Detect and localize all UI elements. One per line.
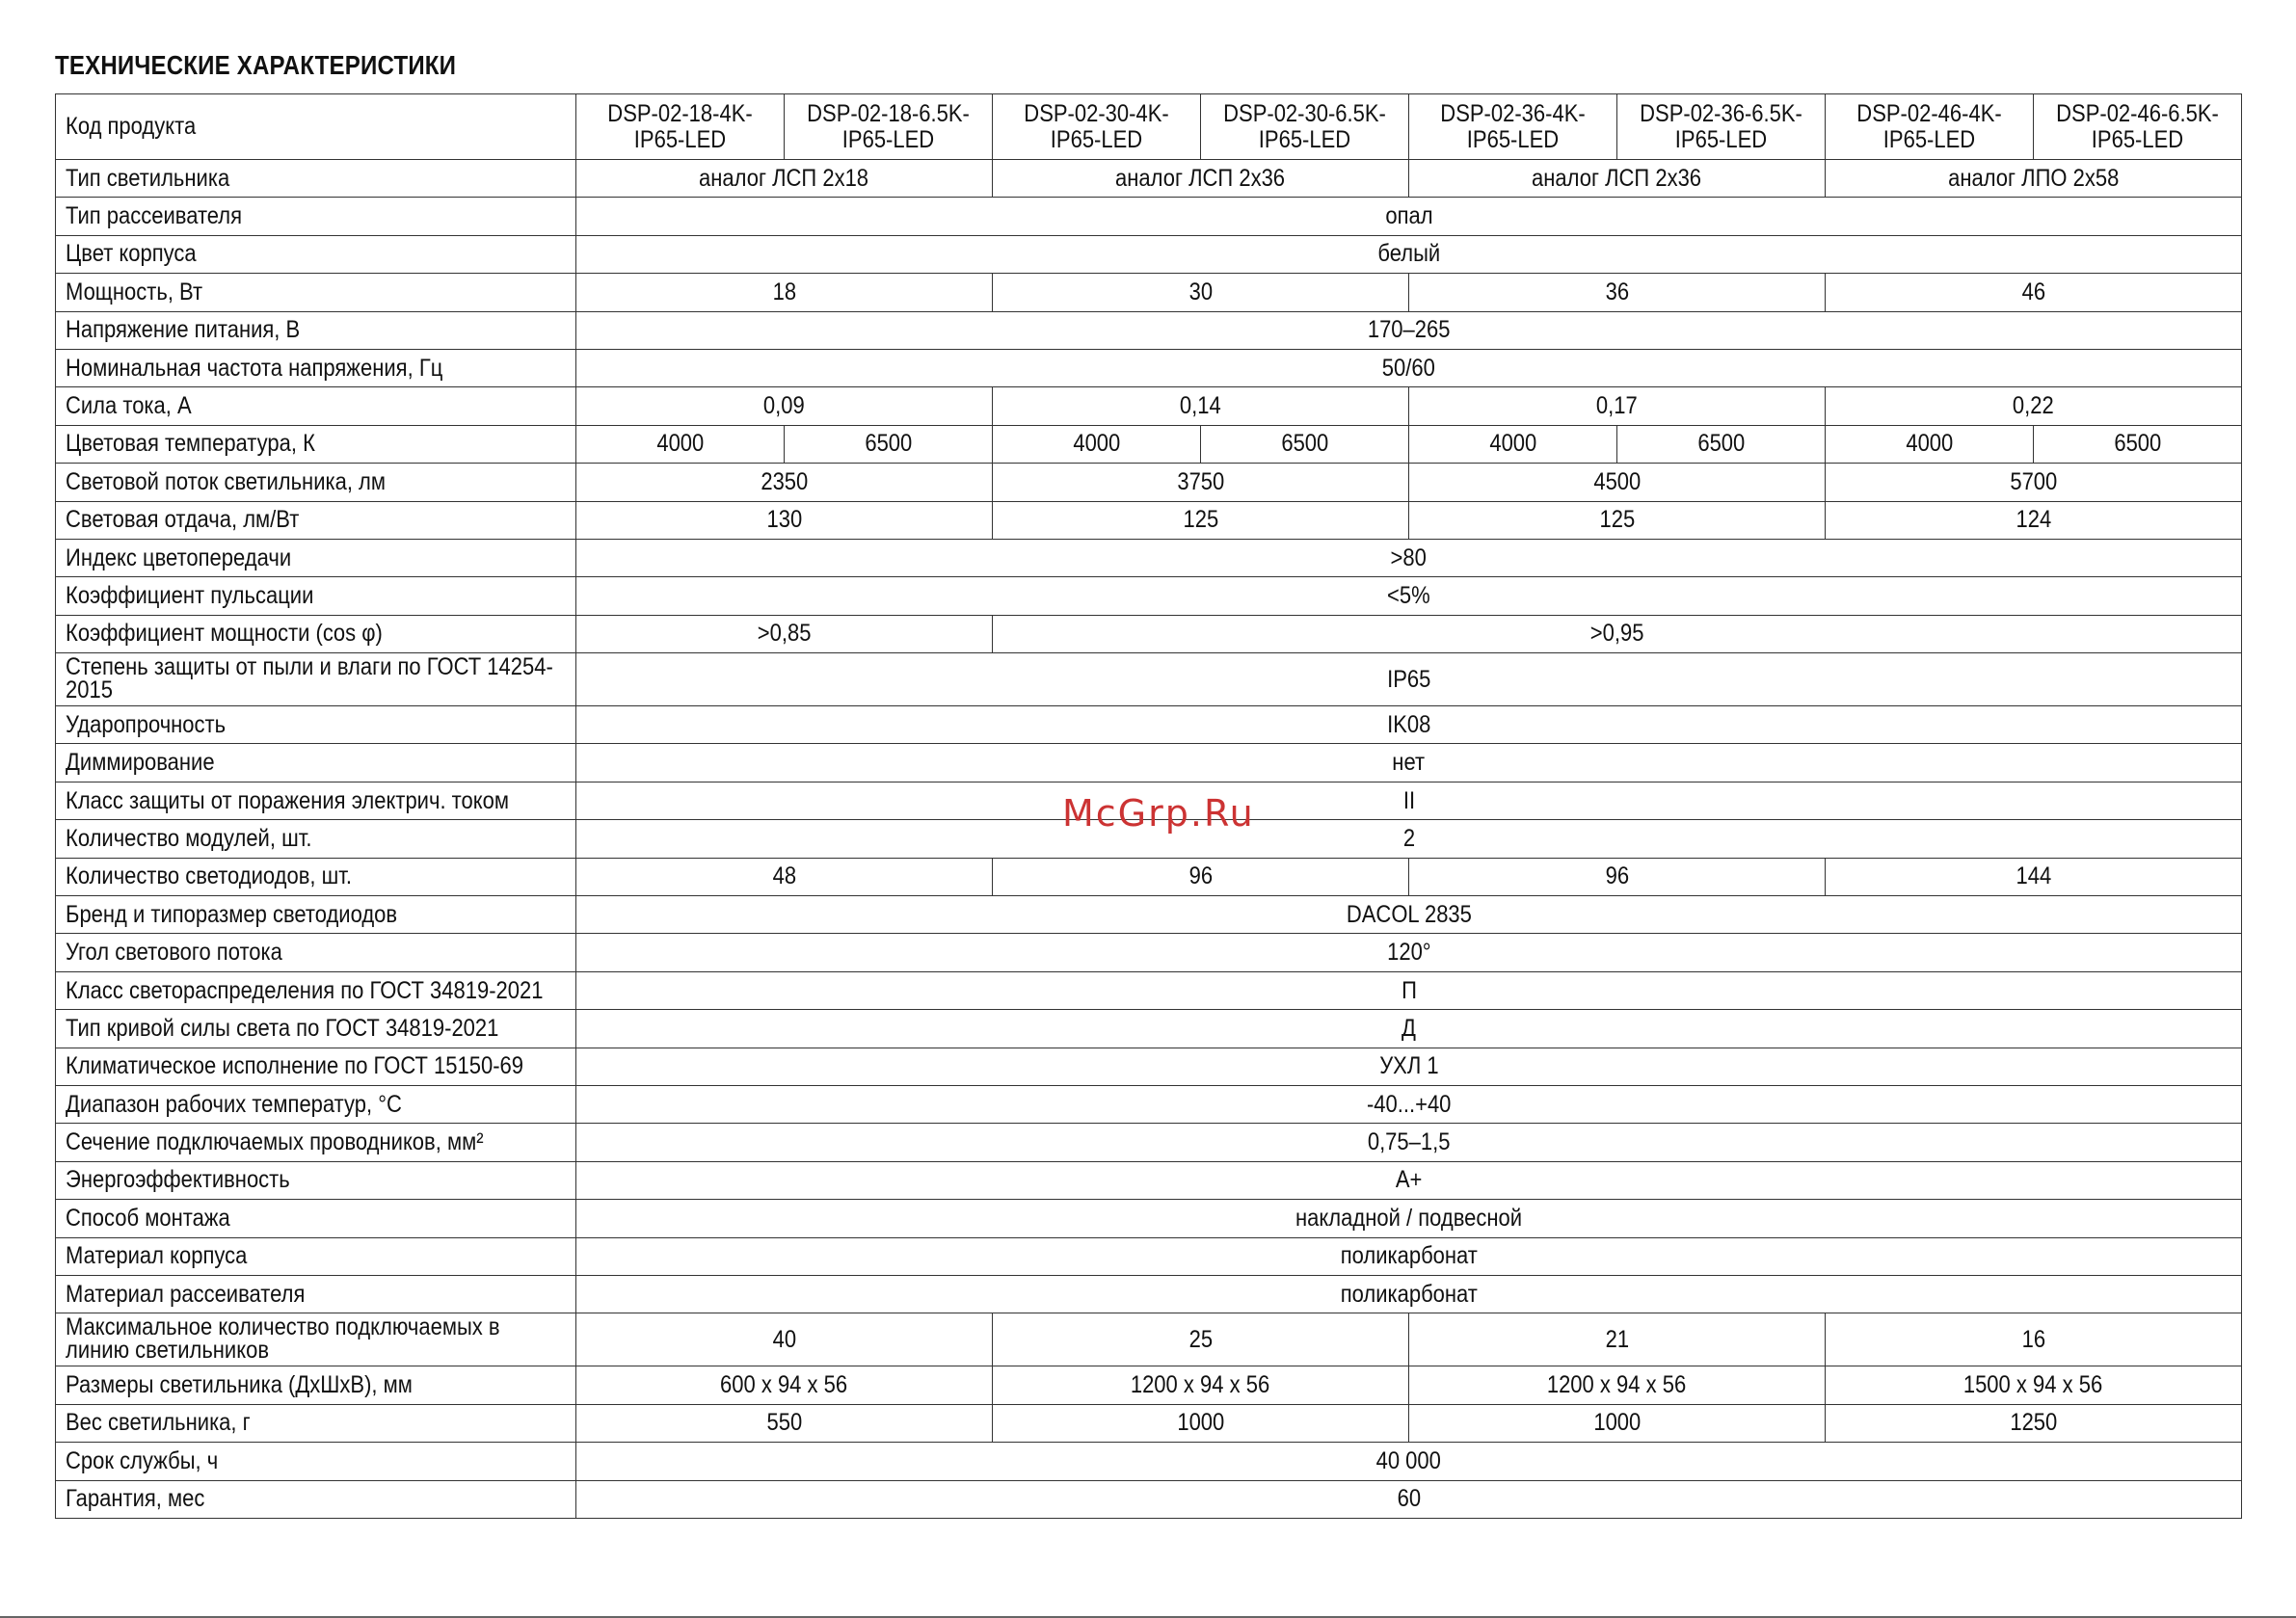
spec-value-cell: [576, 820, 2242, 858]
table-row: [56, 1313, 2242, 1366]
table-row: [56, 971, 2242, 1009]
spec-value: 144: [2016, 862, 2051, 890]
table-row: [56, 706, 2242, 744]
page-title: ТЕХНИЧЕСКИЕ ХАРАКТЕРИСТИКИ: [55, 50, 457, 80]
spec-value-cell: [993, 274, 1409, 311]
header-label: Код продукта: [66, 113, 197, 141]
spec-label: Бренд и типоразмер светодиодов: [66, 900, 398, 928]
spec-value-cell: [576, 577, 2242, 615]
spec-label-cell: [56, 1313, 576, 1366]
table-row: [56, 858, 2242, 895]
spec-label-cell: [56, 1275, 576, 1313]
spec-value-cell: [576, 464, 993, 501]
spec-value-cell: [576, 1313, 993, 1366]
spec-value: белый: [1377, 240, 1440, 268]
spec-value-cell: [576, 934, 2242, 971]
spec-value-cell: [993, 615, 2242, 652]
spec-label-cell: [56, 896, 576, 934]
spec-value-cell: [1826, 501, 2242, 539]
spec-label: Количество светодиодов, шт.: [66, 862, 353, 890]
table-row: [56, 501, 2242, 539]
spec-label: Степень защиты от пыли и влаги по ГОСТ 14254-2015: [66, 653, 553, 703]
product-code: DSP-02-36-6.5K-IP65-LED: [1640, 100, 1802, 153]
spec-label: Мощность, Вт: [66, 278, 203, 305]
spec-value: 30: [1188, 278, 1213, 305]
spec-label-cell: [56, 274, 576, 311]
spec-value: 0,14: [1180, 392, 1221, 420]
spec-value: 40: [772, 1325, 796, 1353]
spec-label-cell: [56, 1237, 576, 1275]
spec-value: нет: [1392, 749, 1426, 777]
table-row: [56, 1048, 2242, 1085]
spec-value: 36: [1605, 278, 1629, 305]
spec-label: Напряжение питания, В: [66, 316, 301, 344]
spec-value-cell: [1409, 858, 1826, 895]
spec-label: Сила тока, А: [66, 392, 192, 420]
spec-label: Тип рассеивателя: [66, 202, 243, 230]
spec-label: Угол светового потока: [66, 939, 282, 967]
spec-label-cell: [56, 311, 576, 349]
spec-value-cell: [1826, 1404, 2242, 1442]
spec-value-cell: [1826, 1366, 2242, 1404]
spec-value-cell: [576, 744, 2242, 782]
spec-value: 2: [1402, 824, 1415, 852]
product-code-cell: [2034, 94, 2242, 160]
spec-value-cell: [576, 1404, 993, 1442]
spec-value: 6500: [1697, 430, 1745, 458]
spec-value: 4000: [656, 430, 704, 458]
spec-value: 0,75–1,5: [1367, 1128, 1451, 1156]
spec-label-cell: [56, 1443, 576, 1480]
product-code: DSP-02-30-6.5K-IP65-LED: [1223, 100, 1386, 153]
spec-value: 60: [1397, 1485, 1421, 1513]
table-row: [56, 896, 2242, 934]
spec-value-cell: [1409, 501, 1826, 539]
spec-label: Цветовая температура, К: [66, 430, 315, 458]
spec-label: Номинальная частота напряжения, Гц: [66, 354, 443, 382]
spec-label: Тип кривой силы света по ГОСТ 34819-2021: [66, 1014, 499, 1042]
spec-value: 130: [766, 506, 802, 534]
spec-value-cell: [576, 1161, 2242, 1199]
spec-value: Д: [1402, 1014, 1416, 1042]
product-code-cell: [993, 94, 1201, 160]
spec-value: 6500: [1281, 430, 1328, 458]
spec-value: аналог ЛСП 2х18: [699, 164, 869, 192]
spec-value: 6500: [865, 430, 912, 458]
spec-value: 46: [2021, 278, 2045, 305]
spec-label-cell: [56, 1124, 576, 1161]
header-label-cell: [56, 94, 576, 160]
spec-label: Класс защиты от поражения электрич. током: [66, 786, 509, 814]
spec-label: Цвет корпуса: [66, 240, 197, 268]
spec-value: опал: [1384, 202, 1433, 230]
spec-value: 1200 х 94 х 56: [1131, 1371, 1270, 1399]
spec-value-cell: [576, 198, 2242, 235]
table-row: [56, 744, 2242, 782]
table-row: [56, 1237, 2242, 1275]
product-code-cell: [1826, 94, 2034, 160]
spec-label-cell: [56, 1200, 576, 1237]
spec-value-cell: [576, 615, 993, 652]
product-code-cell: [1201, 94, 1409, 160]
spec-value-cell: [576, 1048, 2242, 1085]
product-code: DSP-02-46-6.5K-IP65-LED: [2056, 100, 2219, 153]
spec-value: 2350: [761, 467, 808, 495]
product-code-cell: [1409, 94, 1617, 160]
spec-value-cell: [1826, 464, 2242, 501]
spec-value-cell: [993, 858, 1409, 895]
table-row: [56, 1275, 2242, 1313]
spec-value-cell: [993, 1313, 1409, 1366]
table-row: [56, 1443, 2242, 1480]
spec-label: Энергоэффективность: [66, 1166, 290, 1194]
spec-value-cell: [576, 1124, 2242, 1161]
product-code-cell: [1617, 94, 1826, 160]
table-row: [56, 1200, 2242, 1237]
table-row: [56, 1124, 2242, 1161]
table-row: [56, 235, 2242, 273]
spec-label-cell: [56, 1010, 576, 1048]
spec-value-cell: [576, 160, 993, 198]
spec-label: Материал рассеивателя: [66, 1280, 306, 1308]
spec-value-cell: [576, 539, 2242, 576]
spec-value: аналог ЛСП 2х36: [1532, 164, 1702, 192]
spec-value: 125: [1599, 506, 1635, 534]
table-row: [56, 425, 2242, 463]
spec-value-cell: [993, 501, 1409, 539]
spec-label: Коэффициент мощности (cos φ): [66, 620, 383, 648]
spec-label: Диммирование: [66, 749, 215, 777]
spec-value-cell: [993, 425, 1201, 463]
spec-value: 0,22: [2013, 392, 2054, 420]
spec-value-cell: [576, 1275, 2242, 1313]
spec-value-cell: [576, 1237, 2242, 1275]
spec-value-cell: [1826, 274, 2242, 311]
spec-label: Сечение подключаемых проводников, мм²: [66, 1128, 484, 1156]
spec-value: 21: [1605, 1325, 1629, 1353]
spec-label-cell: [56, 425, 576, 463]
spec-value: 600 х 94 х 56: [720, 1371, 848, 1399]
spec-value: 1500 х 94 х 56: [1963, 1371, 2103, 1399]
spec-value: 25: [1188, 1325, 1213, 1353]
spec-value-cell: [576, 1443, 2242, 1480]
spec-value-cell: [576, 274, 993, 311]
spec-value: >0,95: [1589, 620, 1644, 648]
spec-value-cell: [1409, 1404, 1826, 1442]
spec-value: 48: [772, 862, 796, 890]
spec-label-cell: [56, 1161, 576, 1199]
spec-label: Климатическое исполнение по ГОСТ 15150-69: [66, 1052, 524, 1080]
spec-value-cell: [576, 1480, 2242, 1518]
spec-value-cell: [993, 387, 1409, 425]
product-code-cell: [576, 94, 785, 160]
spec-label-cell: [56, 1048, 576, 1085]
spec-value-cell: [1201, 425, 1409, 463]
spec-value-cell: [1409, 464, 1826, 501]
product-code: DSP-02-30-4K-IP65-LED: [1024, 100, 1169, 153]
spec-label-cell: [56, 501, 576, 539]
spec-value: 4500: [1593, 467, 1641, 495]
table-row: [56, 160, 2242, 198]
spec-value: >80: [1390, 544, 1428, 571]
spec-label: Ударопрочность: [66, 710, 227, 738]
spec-label: Класс светораспределения по ГОСТ 34819-2021: [66, 976, 544, 1004]
watermark: McGrp.Ru: [1062, 792, 1255, 835]
spec-value: 5700: [2010, 467, 2057, 495]
spec-label: Размеры светильника (ДхШхВ), мм: [66, 1371, 413, 1399]
spec-value-cell: [1409, 160, 1826, 198]
table-row: [56, 274, 2242, 311]
spec-label: Материал корпуса: [66, 1242, 248, 1270]
spec-label-cell: [56, 349, 576, 386]
spec-value-cell: [576, 1010, 2242, 1048]
spec-value: 16: [2021, 1325, 2045, 1353]
spec-value: 4000: [1073, 430, 1120, 458]
spec-label-cell: [56, 464, 576, 501]
spec-value-cell: [1409, 425, 1617, 463]
spec-value-cell: [576, 782, 2242, 819]
spec-label: Индекс цветопередачи: [66, 544, 292, 571]
spec-label: Вес светильника, г: [66, 1409, 251, 1437]
product-code-cell: [785, 94, 993, 160]
spec-label: Диапазон рабочих температур, °С: [66, 1090, 402, 1118]
spec-label-cell: [56, 934, 576, 971]
spec-label-cell: [56, 1085, 576, 1123]
spec-value: IP65: [1386, 665, 1431, 693]
spec-value: 125: [1183, 506, 1218, 534]
spec-value: 1250: [2010, 1409, 2057, 1437]
spec-value: УХЛ 1: [1378, 1052, 1439, 1080]
spec-value-cell: [576, 1085, 2242, 1123]
table-row: [56, 464, 2242, 501]
spec-value-cell: [1826, 387, 2242, 425]
spec-value: >0,85: [757, 620, 812, 648]
table-header-row: [56, 94, 2242, 160]
spec-value-cell: [993, 1404, 1409, 1442]
spec-label: Световой поток светильника, лм: [66, 467, 387, 495]
spec-label-cell: [56, 1404, 576, 1442]
spec-value: II: [1402, 786, 1415, 814]
spec-value-cell: [576, 425, 785, 463]
spec-value: 170–265: [1367, 316, 1451, 344]
spec-value-cell: [576, 653, 2242, 706]
spec-label-cell: [56, 653, 576, 706]
spec-label: Количество модулей, шт.: [66, 824, 312, 852]
product-code: DSP-02-46-4K-IP65-LED: [1856, 100, 2002, 153]
spec-value-cell: [1409, 1313, 1826, 1366]
spec-label-cell: [56, 615, 576, 652]
spec-value: 1000: [1593, 1409, 1641, 1437]
spec-value-cell: [576, 349, 2242, 386]
product-code: DSP-02-18-4K-IP65-LED: [607, 100, 753, 153]
spec-value-cell: [2034, 425, 2242, 463]
spec-value: 6500: [2114, 430, 2161, 458]
spec-label: Гарантия, мес: [66, 1485, 205, 1513]
table-row: [56, 1366, 2242, 1404]
spec-value: IK08: [1386, 710, 1431, 738]
spec-value: накладной / подвесной: [1295, 1204, 1523, 1232]
spec-value-cell: [576, 311, 2242, 349]
spec-label-cell: [56, 820, 576, 858]
spec-value: 96: [1188, 862, 1213, 890]
spec-value-cell: [576, 387, 993, 425]
table-row: [56, 1085, 2242, 1123]
spec-label-cell: [56, 858, 576, 895]
spec-label-cell: [56, 539, 576, 576]
spec-label-cell: [56, 577, 576, 615]
table-row: [56, 577, 2242, 615]
spec-value: <5%: [1387, 581, 1430, 609]
spec-value: 550: [766, 1409, 802, 1437]
spec-value-cell: [576, 1200, 2242, 1237]
spec-value-cell: [1409, 1366, 1826, 1404]
spec-value: П: [1401, 976, 1417, 1004]
spec-label-cell: [56, 744, 576, 782]
table-row: [56, 311, 2242, 349]
spec-label-cell: [56, 782, 576, 819]
spec-value-cell: [785, 425, 993, 463]
spec-label: Максимальное количество подключаемых в линию светильников: [66, 1313, 500, 1365]
spec-value: -40...+40: [1366, 1090, 1452, 1118]
spec-value-cell: [576, 858, 993, 895]
spec-value: 0,17: [1596, 392, 1638, 420]
spec-value-cell: [993, 160, 1409, 198]
table-row: [56, 653, 2242, 706]
table-row: [56, 1480, 2242, 1518]
spec-value: А+: [1395, 1166, 1423, 1194]
spec-value-cell: [576, 235, 2242, 273]
table-row: [56, 1404, 2242, 1442]
spec-value-cell: [1409, 387, 1826, 425]
table-row: [56, 615, 2242, 652]
spec-value: 124: [2016, 506, 2051, 534]
spec-value-cell: [1617, 425, 1826, 463]
spec-value-cell: [993, 464, 1409, 501]
spec-value-cell: [576, 1366, 993, 1404]
spec-value: 18: [772, 278, 796, 305]
spec-label: Срок службы, ч: [66, 1446, 219, 1474]
table-row: [56, 934, 2242, 971]
spec-value-cell: [1826, 160, 2242, 198]
table-row: [56, 1010, 2242, 1048]
table-row: [56, 349, 2242, 386]
spec-label: Тип светильника: [66, 164, 230, 192]
spec-value: аналог ЛПО 2х58: [1947, 164, 2120, 192]
spec-value: 4000: [1489, 430, 1536, 458]
spec-value-cell: [1826, 858, 2242, 895]
table-row: [56, 539, 2242, 576]
product-code: DSP-02-18-6.5K-IP65-LED: [807, 100, 970, 153]
spec-label-cell: [56, 971, 576, 1009]
spec-value-cell: [1826, 1313, 2242, 1366]
spec-label-cell: [56, 1480, 576, 1518]
spec-value: 40 000: [1375, 1446, 1442, 1474]
table-row: [56, 387, 2242, 425]
spec-value: 1000: [1177, 1409, 1224, 1437]
spec-value: DACOL 2835: [1346, 900, 1472, 928]
spec-value-cell: [576, 706, 2242, 744]
spec-label: Световая отдача, лм/Вт: [66, 506, 300, 534]
spec-label-cell: [56, 160, 576, 198]
spec-value: 1200 х 94 х 56: [1547, 1371, 1687, 1399]
spec-value-cell: [576, 501, 993, 539]
spec-label: Способ монтажа: [66, 1204, 230, 1232]
spec-value: аналог ЛСП 2х36: [1115, 164, 1286, 192]
spec-value-cell: [1409, 274, 1826, 311]
spec-label-cell: [56, 1366, 576, 1404]
spec-value: поликарбонат: [1340, 1242, 1478, 1270]
spec-value: 0,09: [763, 392, 805, 420]
spec-value: 3750: [1177, 467, 1224, 495]
spec-value: 96: [1605, 862, 1629, 890]
spec-value-cell: [576, 896, 2242, 934]
spec-label-cell: [56, 198, 576, 235]
table-row: [56, 1161, 2242, 1199]
spec-value: 120°: [1386, 939, 1431, 967]
spec-label-cell: [56, 387, 576, 425]
spec-value: 4000: [1906, 430, 1953, 458]
spec-value-cell: [576, 971, 2242, 1009]
table-row: [56, 198, 2242, 235]
spec-value: поликарбонат: [1340, 1280, 1478, 1308]
spec-label: Коэффициент пульсации: [66, 581, 314, 609]
spec-value: 50/60: [1381, 354, 1436, 382]
spec-value-cell: [1826, 425, 2034, 463]
spec-value-cell: [993, 1366, 1409, 1404]
spec-label-cell: [56, 706, 576, 744]
product-code: DSP-02-36-4K-IP65-LED: [1440, 100, 1586, 153]
spec-label-cell: [56, 235, 576, 273]
